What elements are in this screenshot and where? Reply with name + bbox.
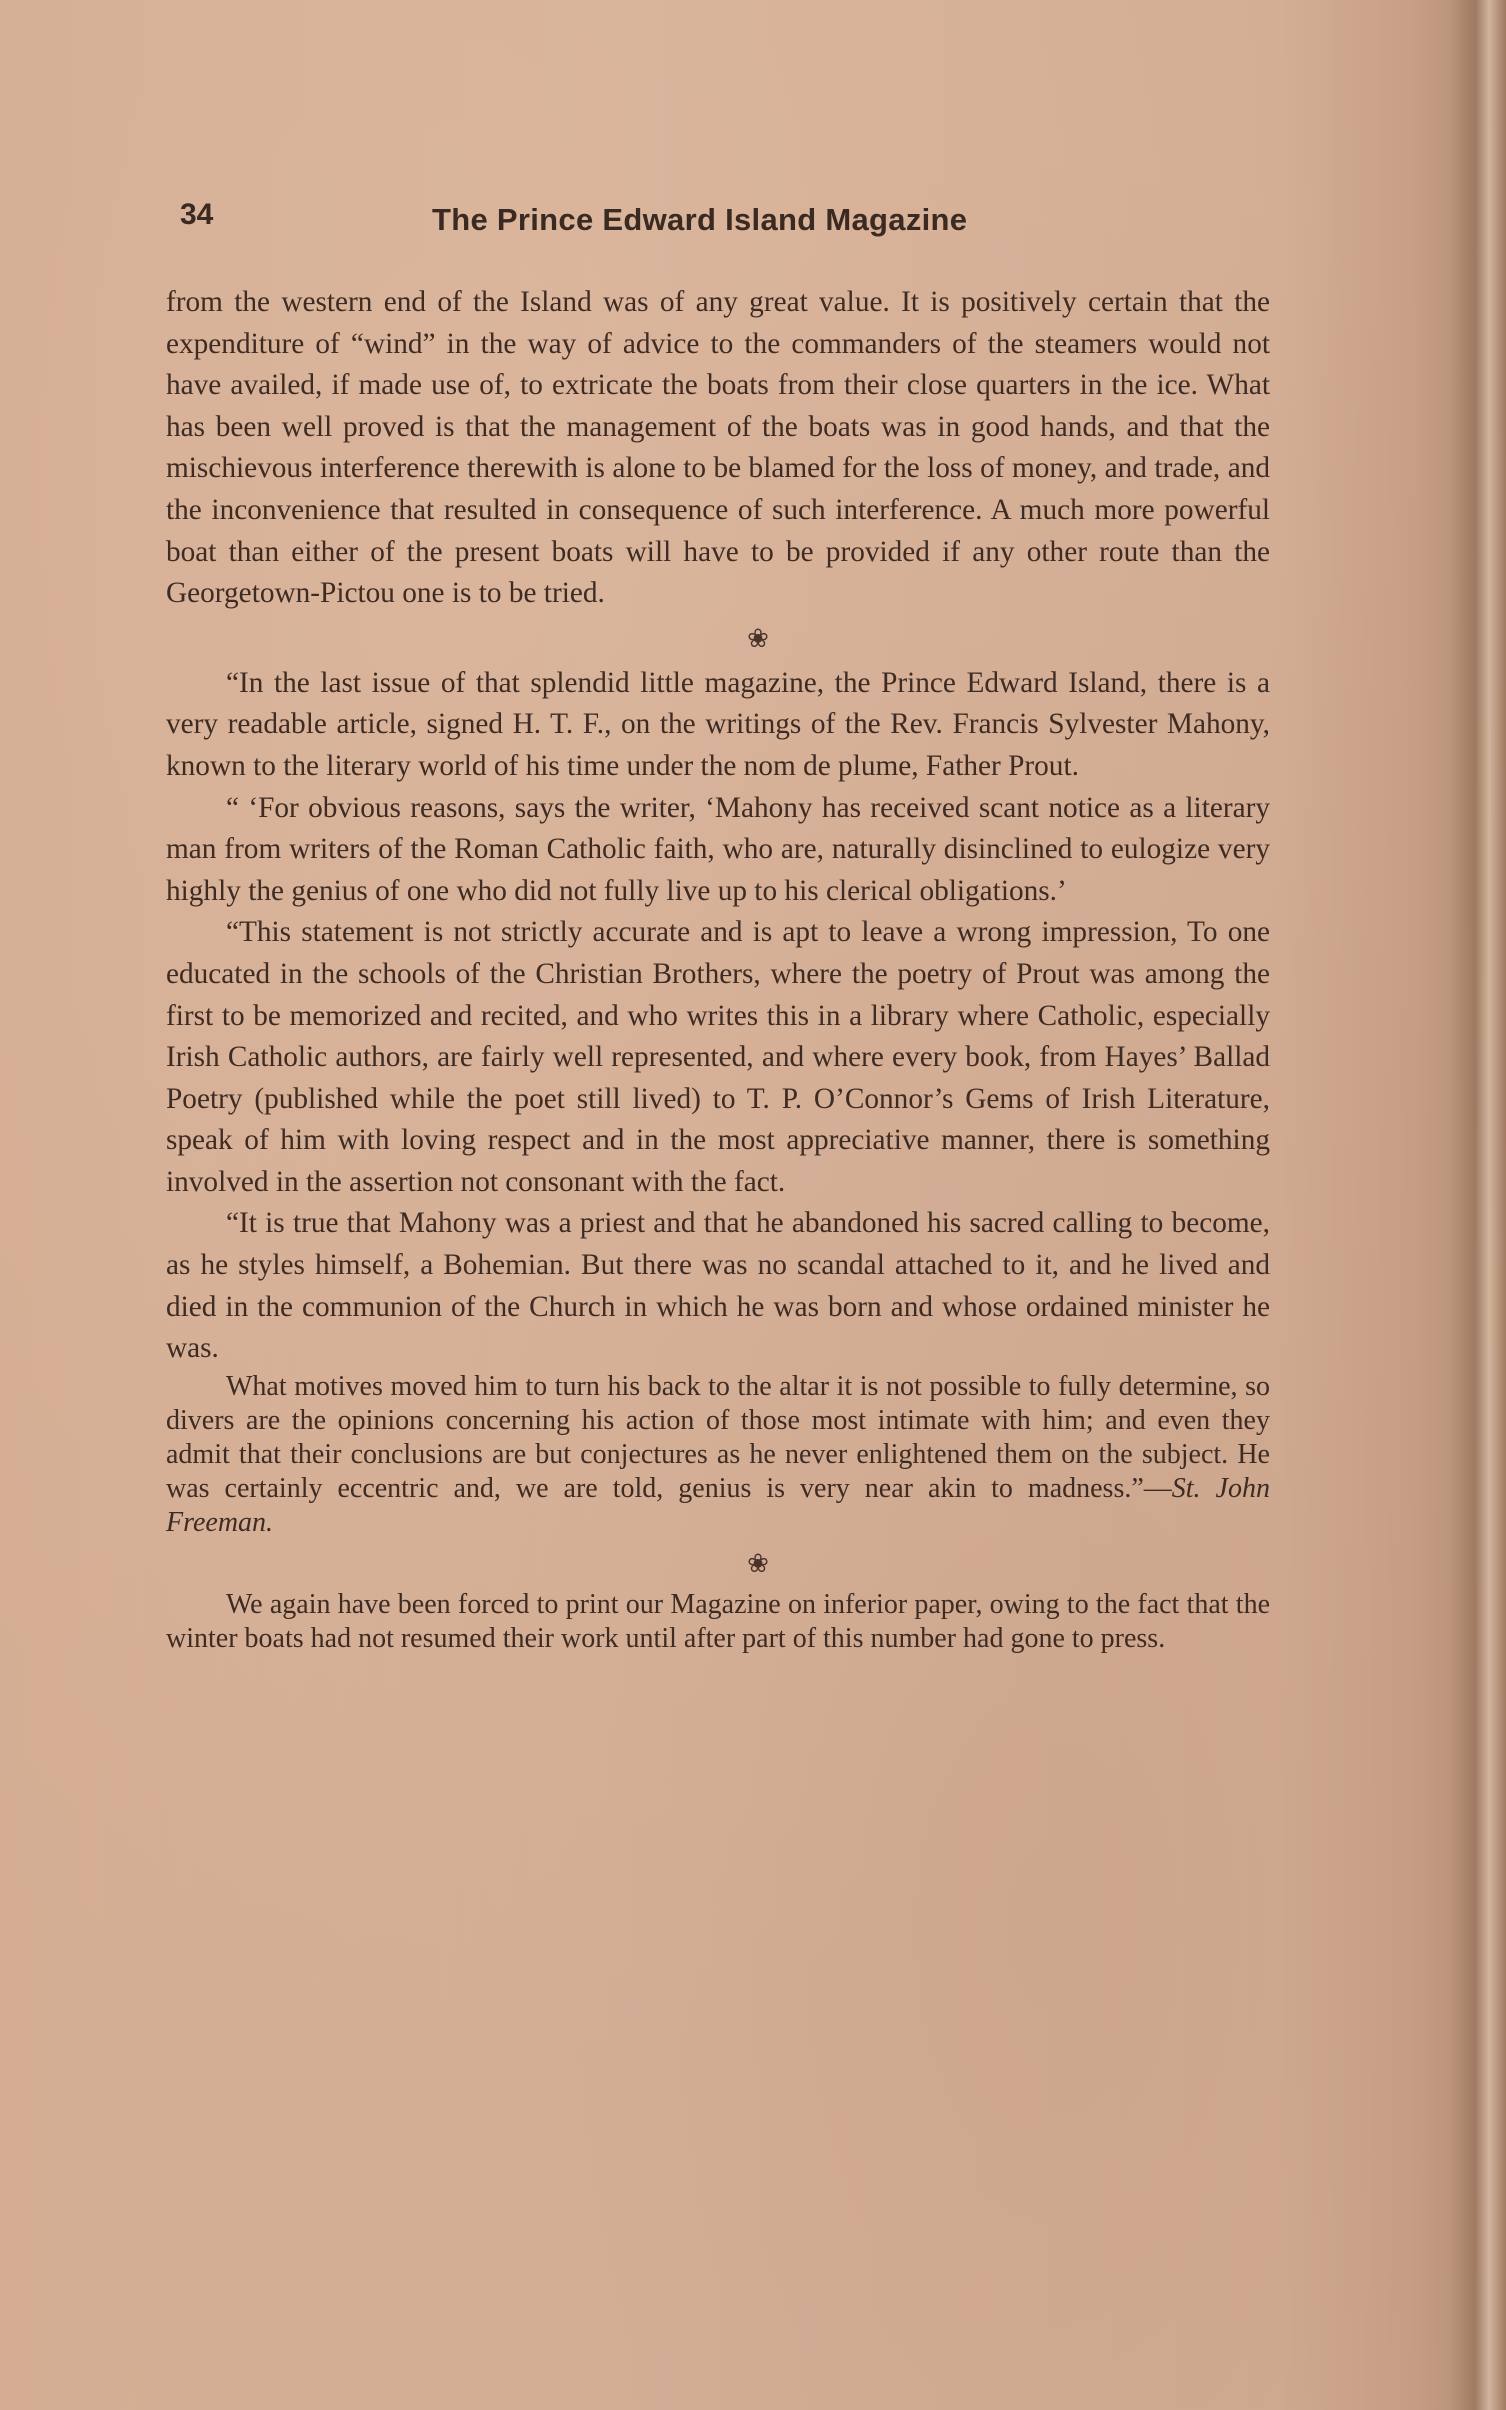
page-header <box>180 198 1060 248</box>
page-number: 34 <box>180 198 214 231</box>
paragraph-paper-notice: We again have been forced to print our Magazine on inferior paper, owing to the fact that the winter boats had not resumed their work until after part of this number had gone to press. <box>166 1588 1270 1654</box>
section-ornament-icon-2: ❀ <box>747 1548 769 1579</box>
quote-attribution: St. John Freeman. <box>166 1472 1270 1538</box>
section-ornament-icon: ❀ <box>747 623 769 654</box>
article-body <box>166 282 1270 1656</box>
page-edge-shadow <box>1450 0 1506 2410</box>
running-title: The Prince Edward Island Magazine <box>432 202 968 237</box>
paragraph-mahony-priest: “It is true that Mahony was a priest and that he abandoned his sacred calling to become, as he styles himself, a Bohemian. But there was no scandal attached to it, and he lived and died in the communion of the Church in which he was born and whose ordained minister he was. <box>166 1207 1270 1365</box>
paragraph-statement: “This statement is not strictly accurate and is apt to leave a wrong impression, To one educated in the schools of the Christian Brothers, where the poetry of Prout was among the first to be memorized and recited, and who writes this in a library where Catholic, especially Irish Catholic authors, are fairly well represented, and where every book, from Hayes’ Ballad Poetry (published while the poet still lived) to T. P. O’Connor’s Gems of Irish Literature, speak of him with loving respect and in the most appreciative manner, there is something involved in the assertion not consonant with the fact. <box>166 916 1270 1198</box>
paragraph-motives-text: What motives moved him to turn his back to the altar it is not possible to fully determine, so divers are the opinions concerning his action of those most intimate with him; and even they admit that their conclusions are but conjectures as he never enlightened them on the subject. He was certainly eccentric and, we are told, genius is very near akin to madness.”— <box>166 1370 1270 1504</box>
paragraph-continuation: from the western end of the Island was of any great value. It is positively certain that the expenditure of “wind” in the way of advice to the commanders of the steamers would not have availed, if made use of, to extricate the boats from their close quarters in the ice. What has been well proved is that the management of the boats was in good hands, and that the mischievous interference therewith is alone to be blamed for the loss of money, and trade, and the inconvenience that resulted in consequence of such interference. A much more powerful boat than either of the present boats will have to be provided if any other route than the Georgetown-Pictou one is to be tried. <box>166 286 1270 610</box>
paragraph-quote-reasons: “ ‘For obvious reasons, says the writer, ‘Mahony has received scant notice as a literary man from writers of the Roman Catholic faith, who are, naturally disinclined to eulogize very highly the genius of one who did not fully live up to his clerical obligations.’ <box>166 791 1270 907</box>
paragraph-motives <box>166 1370 1270 1540</box>
paragraph-quote-intro: “In the last issue of that splendid little magazine, the Prince Edward Island, there is a very readable article, signed H. T. F., on the writings of the Rev. Francis Sylvester Mahony, known to the literary world of his time under the nom de plume, Father Prout. <box>166 666 1270 782</box>
